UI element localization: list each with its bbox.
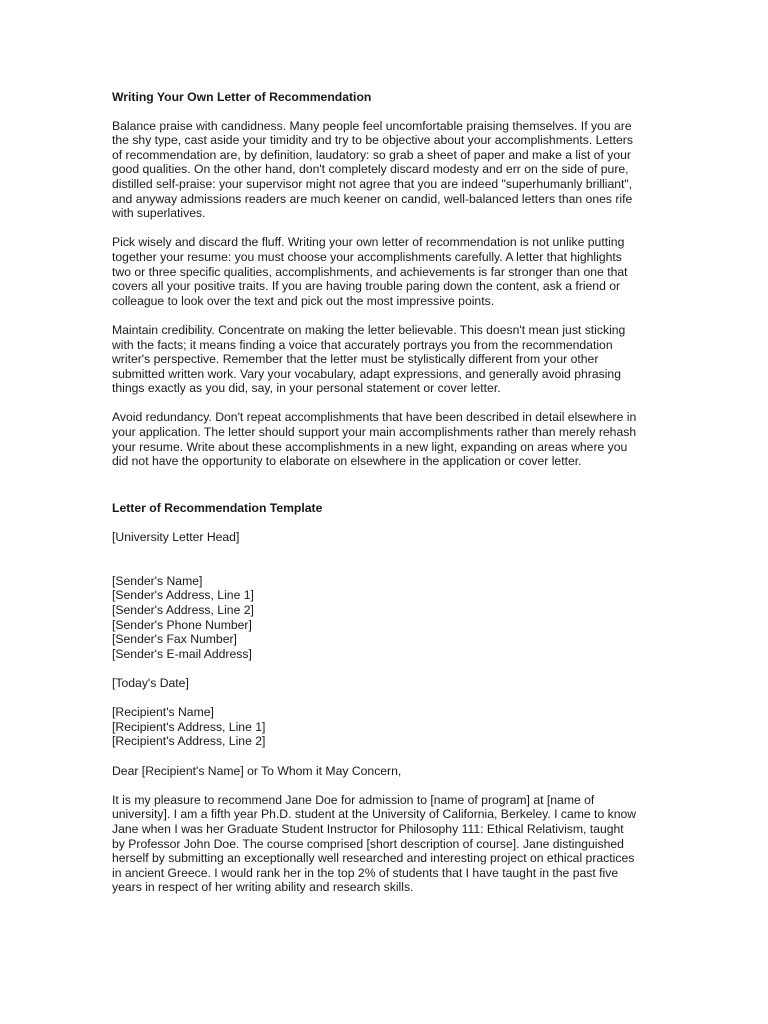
text-line: with the facts; it means finding a voice that accurately portrays you from the recommendation bbox=[112, 337, 613, 352]
paragraph-credibility bbox=[112, 323, 660, 396]
paragraph-redundancy bbox=[112, 410, 660, 468]
text-line: your application. The letter should support your main accomplishments rather than merely rehash bbox=[112, 425, 637, 440]
text-line: Avoid redundancy. Don't repeat accomplishments that have been described in detail elsewhere in bbox=[112, 410, 637, 425]
salutation: Dear [Recipient's Name] or To Whom it May Concern, bbox=[112, 763, 402, 778]
text-line: Pick wisely and discard the fluff. Writing your own letter of recommendation is not unlike putting bbox=[112, 235, 625, 250]
text-line: your resume. Write about these accomplishments in a new light, expanding on areas where you bbox=[112, 439, 628, 454]
text-line: by Professor John Doe. The course comprised [short description of course]. Jane distinguished bbox=[112, 836, 624, 851]
text-line: did not have the opportunity to elaborate on elsewhere in the application or cover letter. bbox=[112, 454, 582, 469]
text-line: Balance praise with candidness. Many people feel uncomfortable praising themselves. If you are bbox=[112, 118, 632, 133]
letter-head: [University Letter Head] bbox=[112, 530, 240, 545]
recipient-block bbox=[112, 705, 660, 749]
text-line: It is my pleasure to recommend Jane Doe for admission to [name of program] at [name of bbox=[112, 792, 595, 807]
text-line: years in respect of her writing ability and research skills. bbox=[112, 880, 414, 895]
letter-body bbox=[112, 793, 660, 895]
sender-address-line-2: [Sender's Address, Line 2] bbox=[112, 603, 254, 617]
paragraph-balance-praise bbox=[112, 119, 660, 221]
recipient-name: [Recipient's Name] bbox=[112, 705, 214, 720]
text-line: two or three specific qualities, accomplishments, and achievements is far stronger than one that bbox=[112, 264, 628, 279]
letter-head-spacer bbox=[112, 559, 660, 574]
letter-date: [Today's Date] bbox=[112, 675, 189, 690]
article-title: Writing Your Own Letter of Recommendation bbox=[112, 90, 372, 104]
paragraph-pick-wisely bbox=[112, 235, 660, 308]
sender-fax: [Sender's Fax Number] bbox=[112, 632, 237, 647]
text-line: together your resume: you must choose your accomplishments carefully. A letter that highlights bbox=[112, 249, 622, 264]
text-line: with superlatives. bbox=[112, 206, 206, 221]
document-page bbox=[112, 90, 660, 909]
recipient-address-line-2: [Recipient's Address, Line 2] bbox=[112, 734, 266, 749]
template-title: Letter of Recommendation Template bbox=[112, 501, 323, 516]
text-line: colleague to look over the text and pick out the most impressive points. bbox=[112, 293, 495, 308]
text-line: covers all your positive traits. If you are having trouble paring down the content, ask a friend or bbox=[112, 279, 621, 294]
text-line: university]. I am a fifth year Ph.D. student at the University of California, Berkeley. I came to know bbox=[112, 807, 637, 822]
text-line: submitted written work. Vary your vocabulary, adapt expressions, and generally avoid phrasing bbox=[112, 366, 621, 381]
sender-address-line-1: [Sender's Address, Line 1] bbox=[112, 588, 254, 603]
text-line: things exactly as you did, say, in your personal statement or cover letter. bbox=[112, 381, 501, 396]
text-line: Maintain credibility. Concentrate on making the letter believable. This doesn't mean just sticking bbox=[112, 322, 626, 337]
text-line: distilled self-praise: your supervisor might not agree that you are indeed "superhumanly brilliant", bbox=[112, 176, 633, 191]
sender-name: [Sender's Name] bbox=[112, 573, 203, 588]
text-line: Jane when I was her Graduate Student Instructor for Philosophy 111: Ethical Relativism, taught bbox=[112, 821, 624, 836]
sender-email: [Sender's E-mail Address] bbox=[112, 646, 252, 661]
text-line: in ancient Greece. I would rank her in the top 2% of students that I have taught in the past five bbox=[112, 865, 619, 880]
recipient-address-line-1: [Recipient's Address, Line 1] bbox=[112, 719, 266, 734]
text-line: the shy type, cast aside your timidity and try to be objective about your accomplishments. Letters bbox=[112, 133, 633, 148]
text-line: herself by submitting an exceptionally well researched and interesting project on ethical practices bbox=[112, 851, 635, 866]
text-line: of recommendation are, by definition, laudatory: so grab a sheet of paper and make a list of your bbox=[112, 147, 631, 162]
text-line: writer's perspective. Remember that the letter must be stylistically different from your other bbox=[112, 352, 599, 367]
section-spacer bbox=[112, 483, 660, 501]
sender-block bbox=[112, 574, 660, 662]
text-line: and anyway admissions readers are much keener on candid, well-balanced letters than ones rife bbox=[112, 191, 633, 206]
text-line: good qualities. On the other hand, don't completely discard modesty and err on the side of pure, bbox=[112, 162, 629, 177]
sender-phone: [Sender's Phone Number] bbox=[112, 617, 252, 632]
